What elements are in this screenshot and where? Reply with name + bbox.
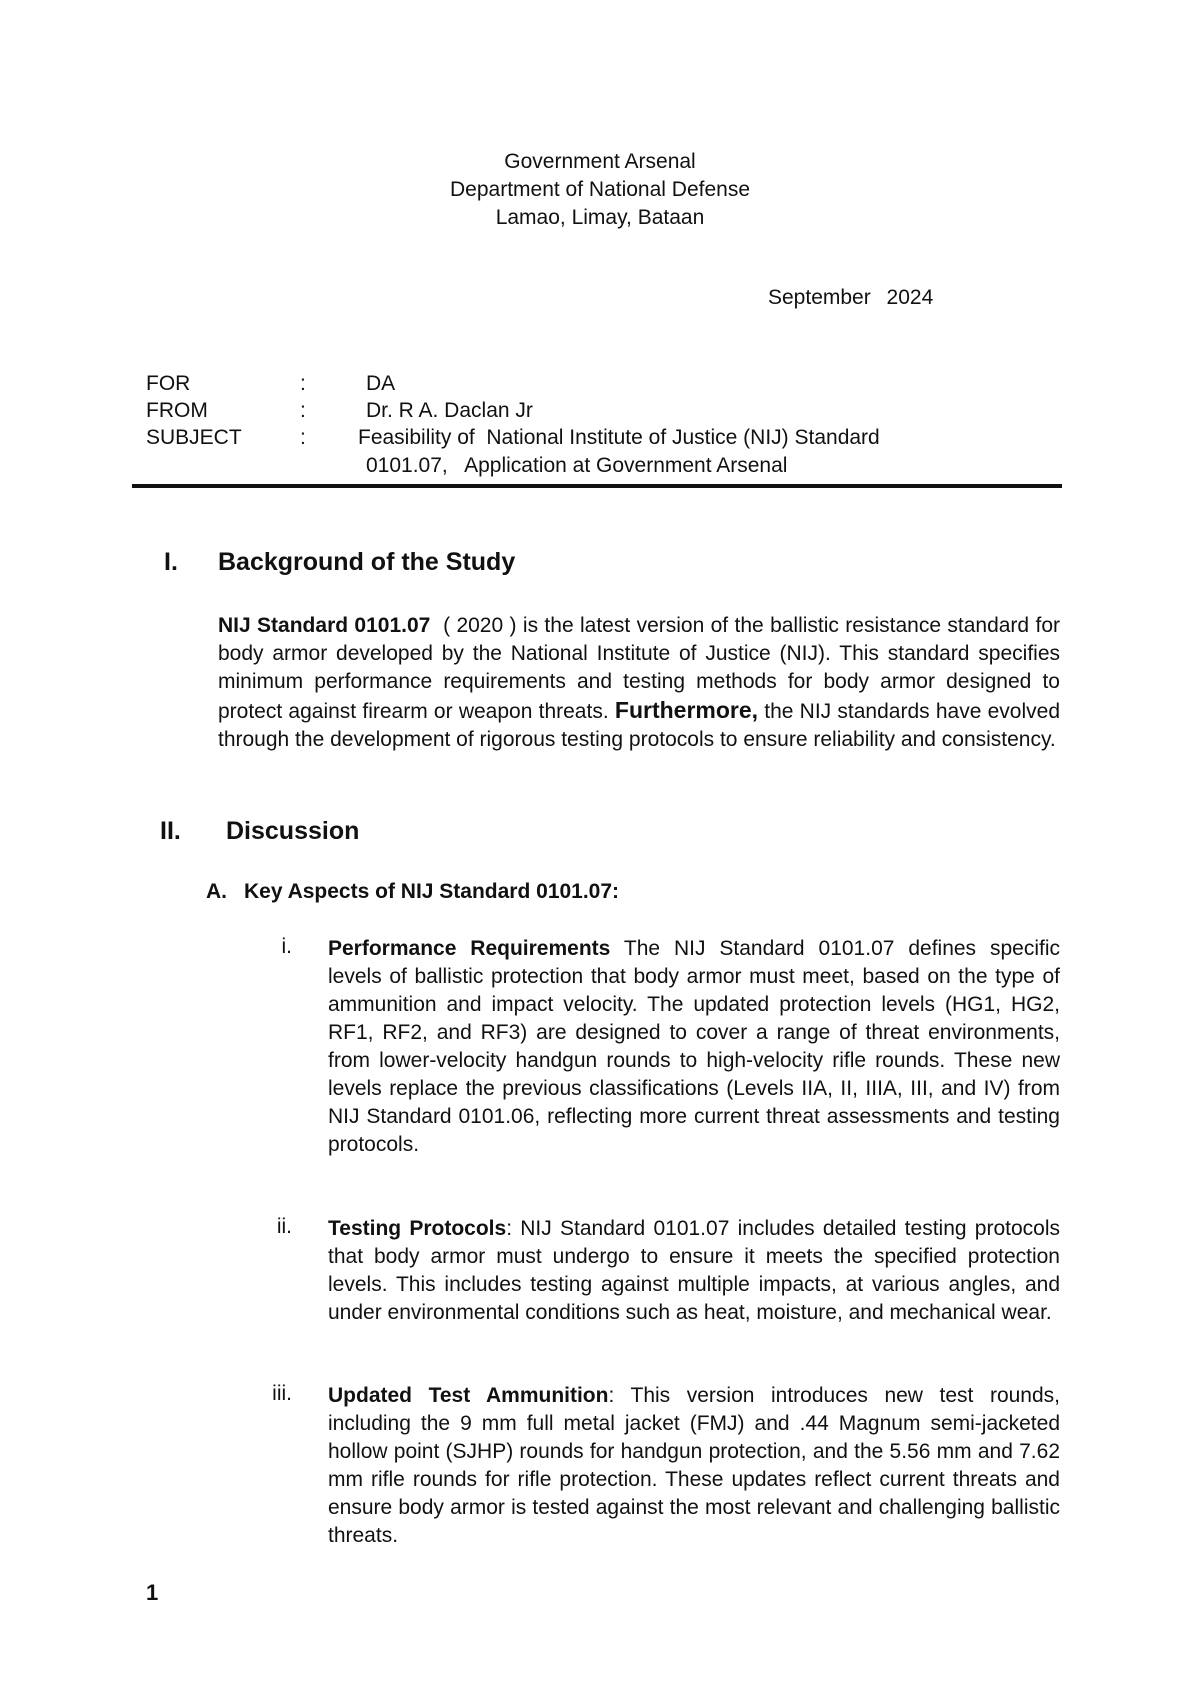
section-1-emphasis: Furthermore, [614,697,759,723]
nij-standard-lead: NIJ Standard 0101.07 [218,614,431,637]
header-divider [132,484,1062,488]
letterhead-address: Lamao, Limay, Bataan [495,206,705,229]
from-value: Dr. R A. Daclan Jr [366,399,533,422]
letterhead-organization: Government Arsenal [504,150,696,173]
subsection-a-number: A. [206,880,227,903]
section-1-number: I. [164,548,178,576]
item-3-body [328,1382,1060,1550]
item-1-title: Performance Requirements [328,937,611,960]
item-2-title: Testing Protocols [328,1217,507,1240]
item-1-body [328,935,1060,1159]
for-label: FOR [146,372,191,395]
item-3-text: : This version introduces new test rounds, including the 9 mm full metal jacket (FMJ) and .44 Magnum semi-jacketed hollow point (SJHP) rounds for handgun protection, and the 5.56 mm and 7.62 mm rifle rounds for rifle protection. These updates reflect current threats and ensure body armor is tested against the most relevant and challenging ballistic threats. [328,1384,1060,1547]
section-1-text-b: the NIJ standards have evolved through the development of rigorous testing protocols to ensure reliability and consistency. [218,700,1061,751]
item-2-body [328,1215,1060,1327]
from-colon: : [300,399,306,422]
section-1-text-a: ( 2020 ) is the latest version of the ballistic resistance standard for body armor developed by the National Institute of Justice (NIJ). This standard specifies minimum performance requirements and testing methods for body armor designed to protect against firearm or weapon threats. [218,614,1066,723]
page-number: 1 [146,1580,159,1605]
for-colon: : [300,372,306,395]
letterhead-department: Department of National Defense [450,178,750,201]
for-value: DA [366,372,396,395]
letterhead [0,148,1200,232]
item-1-number: i. [281,935,292,958]
item-1-text: The NIJ Standard 0101.07 defines specific levels of ballistic protection that body armor must meet, based on the type of ammunition and impact velocity. The updated protection levels (HG1, HG2, RF1, RF2, and RF3) are designed to cover a range of threat environments, from lower-velocity handgun rounds to high-velocity rifle rounds. These new levels replace the previous classifications (Levels IIA, II, IIIA, III, and IV) from NIJ Standard 0101.06, reflecting more current threat assessments and testing protocols. [328,937,1060,1156]
item-2-text: : NIJ Standard 0101.07 includes detailed testing protocols that body armor must undergo to ensure it meets the specified protection levels. This includes testing against multiple impacts, at various angles, and under environmental conditions such as heat, moisture, and mechanical wear. [328,1217,1060,1324]
from-label: FROM [146,399,208,422]
subject-line-2: 0101.07, Application at Government Arsenal [366,454,788,477]
subject-label: SUBJECT [146,426,242,449]
subject-line-1: Feasibility of National Institute of Justice (NIJ) Standard [358,426,880,449]
section-1-title: Background of the Study [218,548,516,576]
section-1-paragraph [218,612,1066,754]
subsection-a-title: Key Aspects of NIJ Standard 0101.07: [244,880,620,903]
memo-date: September 2024 [768,286,934,309]
section-2-number: II. [160,817,181,845]
item-3-title: Updated Test Ammunition [328,1384,609,1407]
section-2-title: Discussion [226,817,360,845]
item-3-number: iii. [272,1382,292,1405]
item-2-number: ii. [276,1215,292,1238]
subject-colon: : [300,426,306,449]
